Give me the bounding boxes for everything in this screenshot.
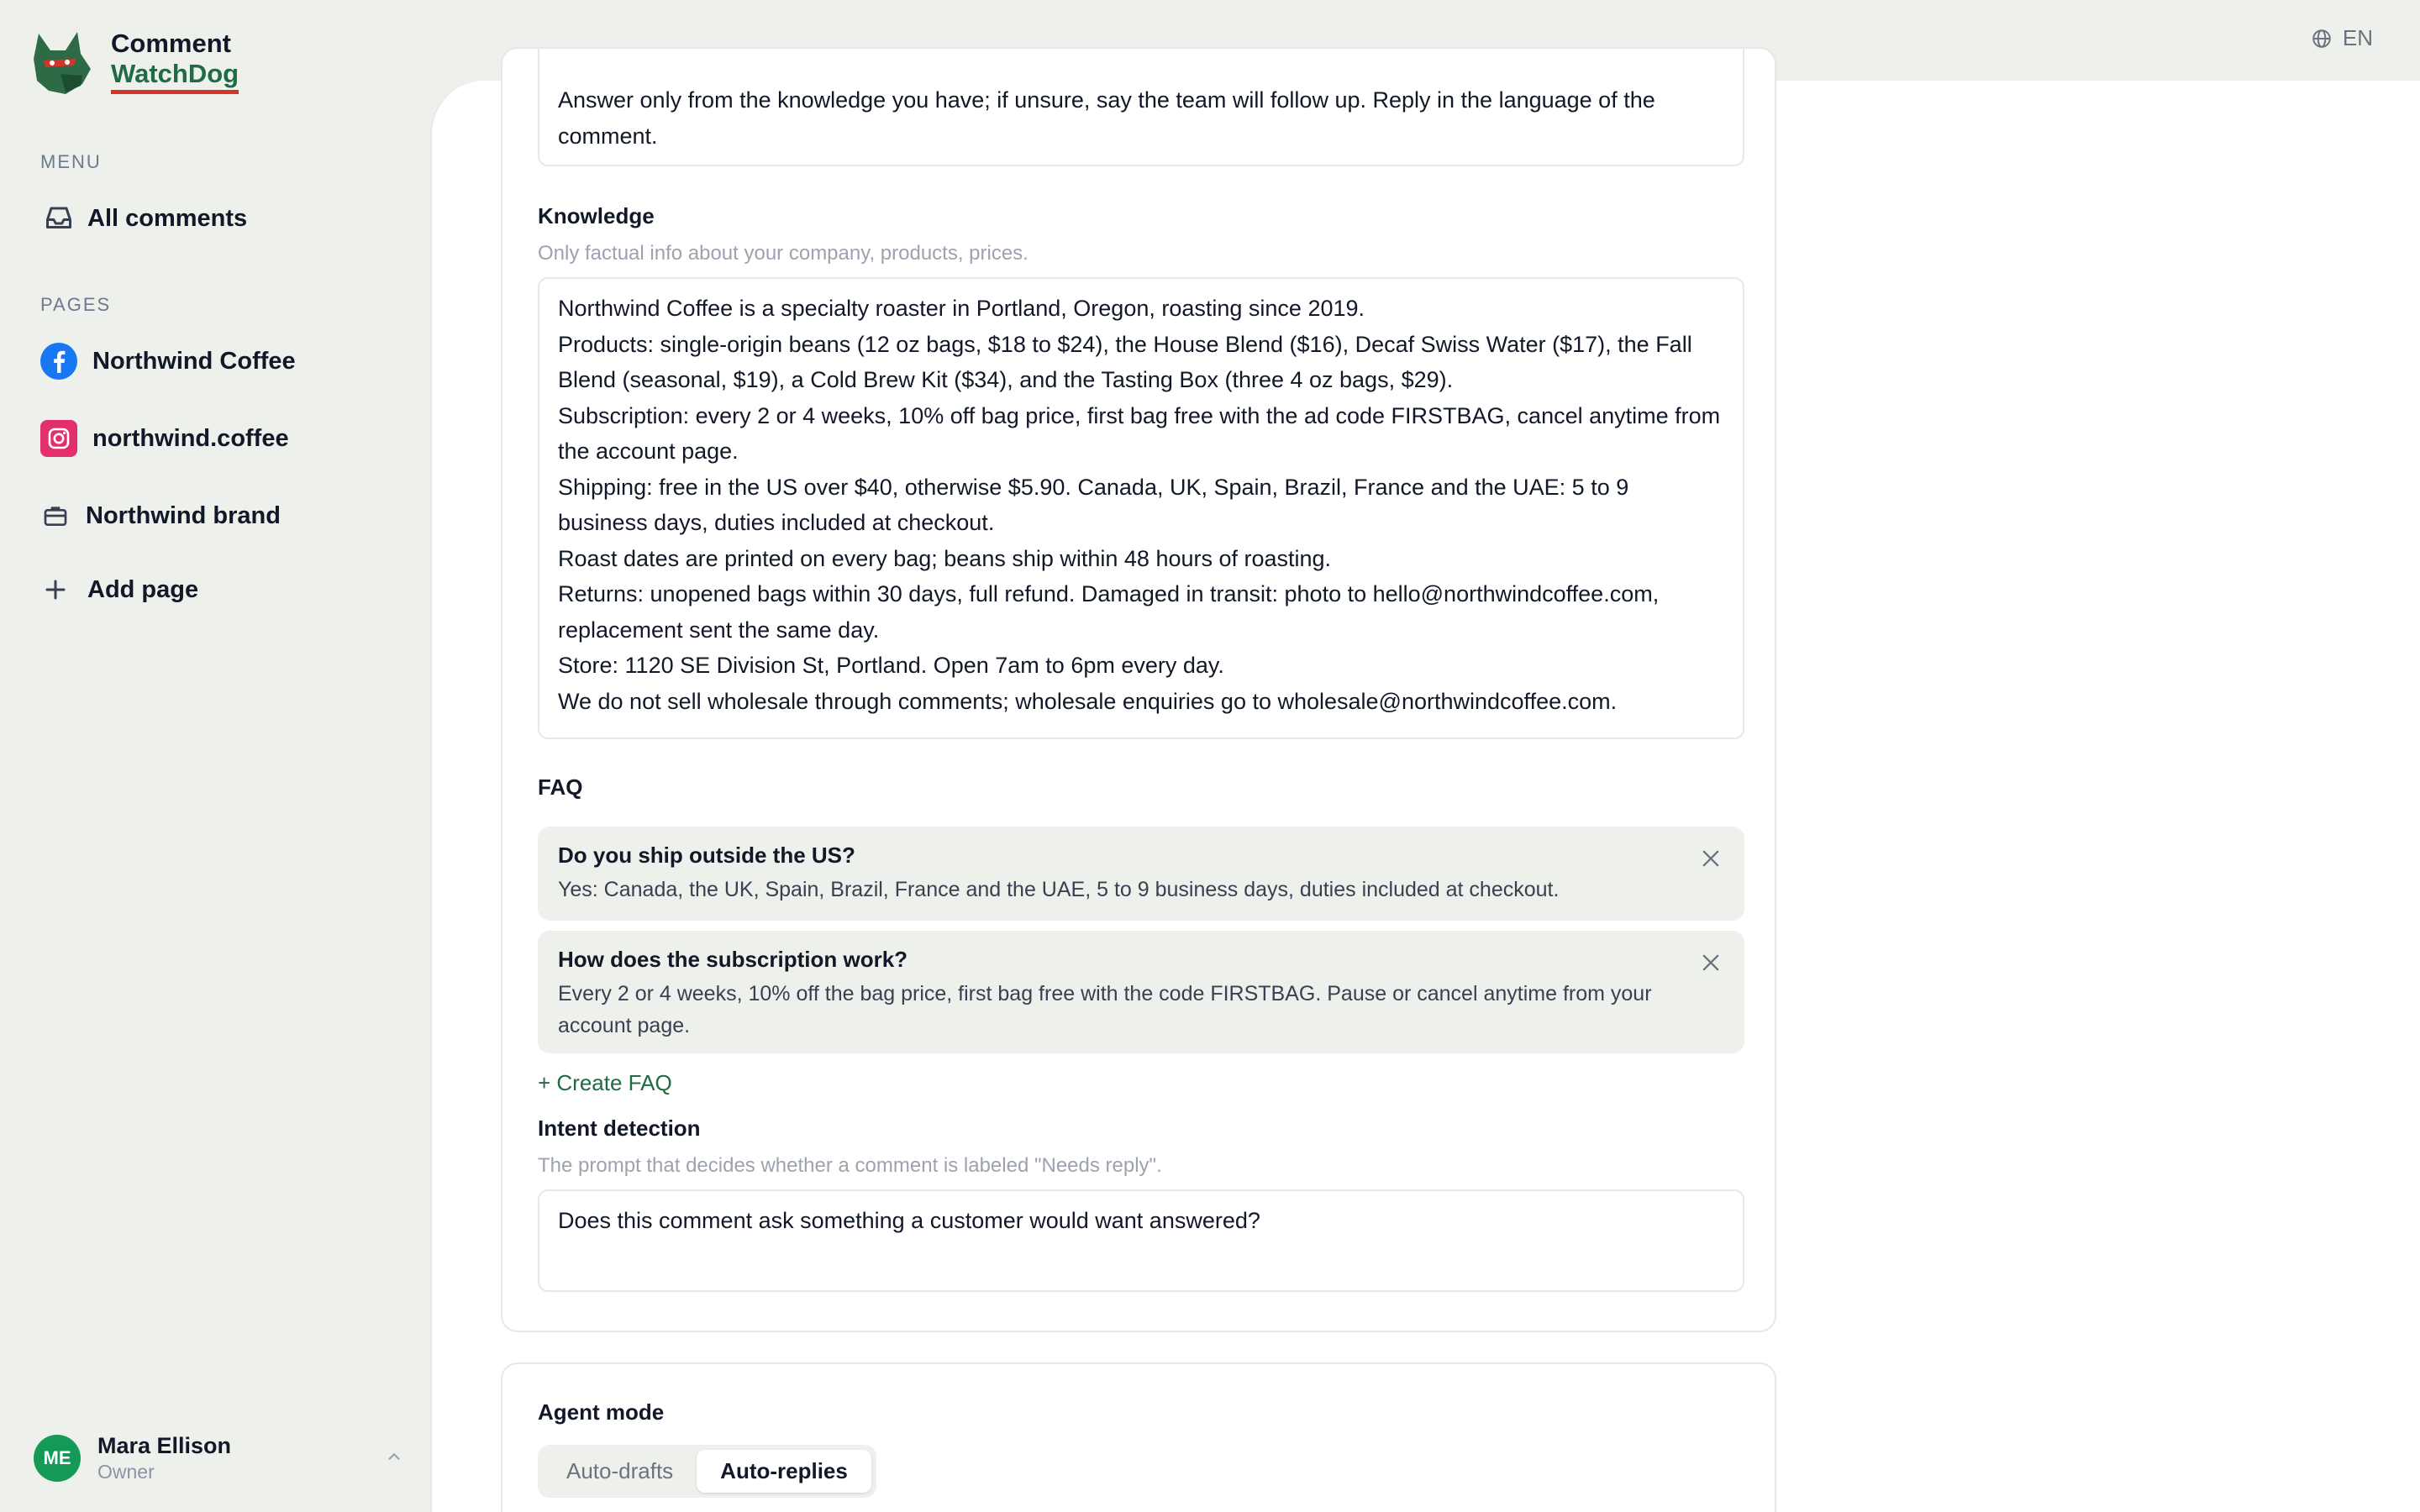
knowledge-line: Subscription: every 2 or 4 weeks, 10% off bag price, first bag free with the ad code FIRSTBAG, cancel anytime from the account page. xyxy=(558,402,1721,464)
chevron-up-icon xyxy=(385,1447,403,1470)
close-icon[interactable] xyxy=(1699,847,1723,870)
intent-label: Intent detection xyxy=(538,1116,701,1141)
intent-hint: The prompt that decides whether a comment is labeled "Needs reply". xyxy=(538,1154,1162,1177)
instructions-textarea[interactable]: Answer only from the knowledge you have; if unsure, say the team will follow up. Reply in the language of the comment. xyxy=(538,49,1744,166)
agent-mode-card xyxy=(501,1362,1776,1512)
faq-answer: Every 2 or 4 weeks, 10% off the bag price, first bag free with the code FIRSTBAG. Pause or cancel anytime from your account page. xyxy=(558,982,1652,1037)
knowledge-line: Store: 1120 SE Division St, Portland. Open 7am to 6pm every day. xyxy=(558,653,1224,678)
knowledge-line: We do not sell wholesale through comments; wholesale enquiries go to wholesale@northwindcoffee.com. xyxy=(558,688,1618,714)
knowledge-hint: Only factual info about your company, products, prices. xyxy=(538,242,1028,265)
pages-section-label: PAGES xyxy=(40,294,112,315)
sidebar-item-label: Northwind brand xyxy=(86,501,281,529)
app-name-line1: Comment xyxy=(111,29,231,58)
facebook-icon xyxy=(40,343,77,380)
sidebar-item-label: All comments xyxy=(87,204,248,232)
knowledge-label: Knowledge xyxy=(538,203,655,228)
faq-label: FAQ xyxy=(538,774,583,800)
language-label: EN xyxy=(2342,25,2373,50)
knowledge-line: Products: single-origin beans (12 oz bags, $18 to $24), the House Blend ($16), Decaf Swiss Water ($17), the Fall Blend (seasonal, $19), a Cold Brew Kit ($34), and the Tasting Box (three 4 oz bags, $29). xyxy=(558,331,1692,392)
briefcase-icon xyxy=(40,497,71,534)
globe-icon xyxy=(2311,28,2333,50)
create-faq-button[interactable]: + Create FAQ xyxy=(538,1070,672,1095)
avatar: ME xyxy=(34,1435,81,1482)
faq-item[interactable] xyxy=(538,931,1744,1053)
app-name-line2: WatchDog xyxy=(111,59,239,94)
agent-mode-toggle[interactable] xyxy=(538,1445,876,1498)
sidebar-item-label: northwind.coffee xyxy=(92,424,289,452)
language-selector[interactable] xyxy=(2311,25,2373,51)
faq-question: How does the subscription work? xyxy=(558,947,908,972)
plus-icon xyxy=(40,571,71,608)
agent-mode-label: Agent mode xyxy=(538,1399,665,1425)
user-role: Owner xyxy=(97,1461,155,1483)
sidebar-item-northwind-instagram[interactable] xyxy=(40,420,289,457)
settings-card xyxy=(501,47,1776,1332)
agent-mode-auto-drafts[interactable]: Auto-drafts xyxy=(566,1458,674,1483)
sidebar-item-northwind-coffee[interactable] xyxy=(40,343,296,380)
faq-answer: Yes: Canada, the UK, Spain, Brazil, France and the UAE, 5 to 9 business days, duties included at checkout. xyxy=(558,878,1560,901)
app-logo[interactable] xyxy=(27,25,239,96)
instagram-icon xyxy=(40,420,77,457)
sidebar-item-northwind-brand[interactable] xyxy=(40,497,281,534)
knowledge-line: Returns: unopened bags within 30 days, full refund. Damaged in transit: photo to hello@northwindcoffee.com, replacement sent the same day. xyxy=(558,581,1660,643)
menu-section-label: MENU xyxy=(40,151,102,172)
knowledge-line: Roast dates are printed on every bag; beans ship within 48 hours of roasting. xyxy=(558,545,1332,571)
faq-item[interactable] xyxy=(538,827,1744,921)
close-icon[interactable] xyxy=(1699,951,1723,974)
sidebar-item-label: Northwind Coffee xyxy=(92,347,296,375)
user-name: Mara Ellison xyxy=(97,1433,232,1458)
sidebar xyxy=(0,0,430,1512)
knowledge-line: Shipping: free in the US over $40, otherwise $5.90. Canada, UK, Spain, Brazil, France and the UAE: 5 to 9 business days, duties included at checkout. xyxy=(558,474,1629,535)
sidebar-item-label: Add page xyxy=(87,575,199,603)
dog-logo-icon xyxy=(27,25,94,96)
knowledge-line: Northwind Coffee is a specialty roaster in Portland, Oregon, roasting since 2019. xyxy=(558,296,1365,321)
faq-question: Do you ship outside the US? xyxy=(558,843,855,868)
user-menu[interactable] xyxy=(34,1433,403,1483)
main-content xyxy=(430,81,2420,1512)
add-page-button[interactable] xyxy=(40,571,198,608)
sidebar-item-all-comments[interactable] xyxy=(40,200,247,237)
intent-textarea[interactable]: Does this comment ask something a customer would want answered? xyxy=(538,1189,1744,1292)
agent-mode-auto-replies[interactable]: Auto-replies xyxy=(697,1450,871,1493)
knowledge-textarea[interactable] xyxy=(538,277,1744,739)
inbox-icon xyxy=(40,200,77,237)
